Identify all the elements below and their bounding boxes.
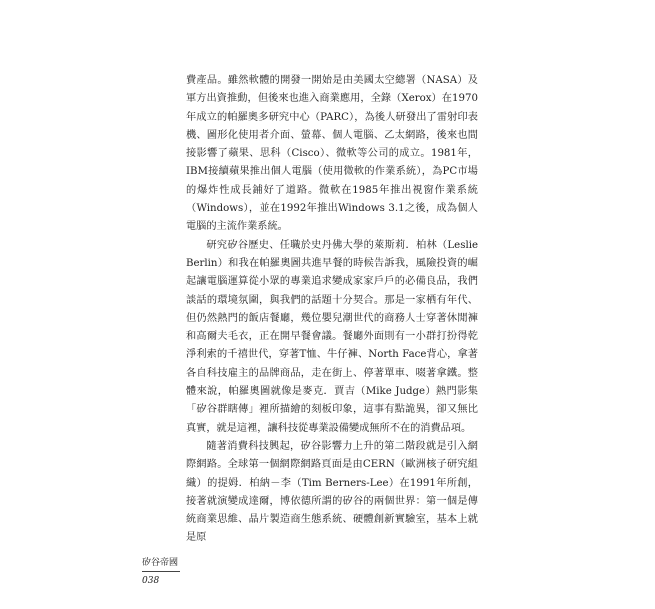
page-number: 038 xyxy=(142,576,160,586)
paragraph-3: 隨著消費科技興起，矽谷影響力上升的第二階段就是引入網際網路。全球第一個網際網路頁面是由CERN（歐洲核子研究組織）的提姆．柏納－李（Tim Berners-Lee）在1991年所創，接著就演變成達爾，博依德所謂的矽谷的兩個世界：第一個是傳統商業思維、晶片製造商生態系統、硬體創新實驗室，基本上就是原 xyxy=(186,440,478,544)
paragraph-2: 研究矽谷歷史、任職於史丹佛大學的萊斯莉．柏林（Leslie Berlin）和我在帕羅奧圖共進早餐的時候告訴我，風險投資的崛起讓電腦運算從小眾的專業追求變成家家戶戶的必備良品，我們談話的環境氛圍，與我們的話題十分契合。那是一家栖有年代、但仍然熱門的飯店餐廳，幾位嬰兒潮世代的商務人士穿著休閒褲和高爾夫毛衣，正在開早餐會議。餐廳外面則有一小群打扮得乾淨利索的千禧世代，穿著T恤、牛仔褲、North Face背心，拿著各自科技雇主的品牌商品，走在街上、停著單車、啜著拿鐵。整體來說，帕羅奧圖就像是麥克．賈吉（Mike Judge）熱門影集「矽谷群瞎傳」裡所描繪的刻板印象，這事有點詭異，卻又無比真實，就是這裡，讓科技從專業設備變成無所不在的消費品項。 xyxy=(186,239,478,434)
paragraph-1: 費產品。雖然軟體的開發一開始是由美國太空總署（NASA）及軍方出資推動，但後來也進入商業應用，全錄（Xerox）在1970年成立的帕羅奧多研究中心（PARC），為後人研發出了雷射印表機、圖形化使用者介面、螢幕、個人電腦、乙太網路，後來也間接影響了蘋果、思科（Cisco）、微軟等公司的成立。1981年，IBM接續蘋果推出個人電腦（使用微軟的作業系統），為PC市場的爆炸性成長鋪好了道路。微軟在1985年推出視窗作業系統（Windows），並在1992年推出Windows 3.1之後，成為個人電腦的主流作業系統。 xyxy=(186,75,478,233)
footer-rule xyxy=(142,571,180,572)
body-text xyxy=(186,72,478,548)
running-title: 矽谷帝國 xyxy=(142,558,179,568)
page-footer xyxy=(142,557,180,587)
